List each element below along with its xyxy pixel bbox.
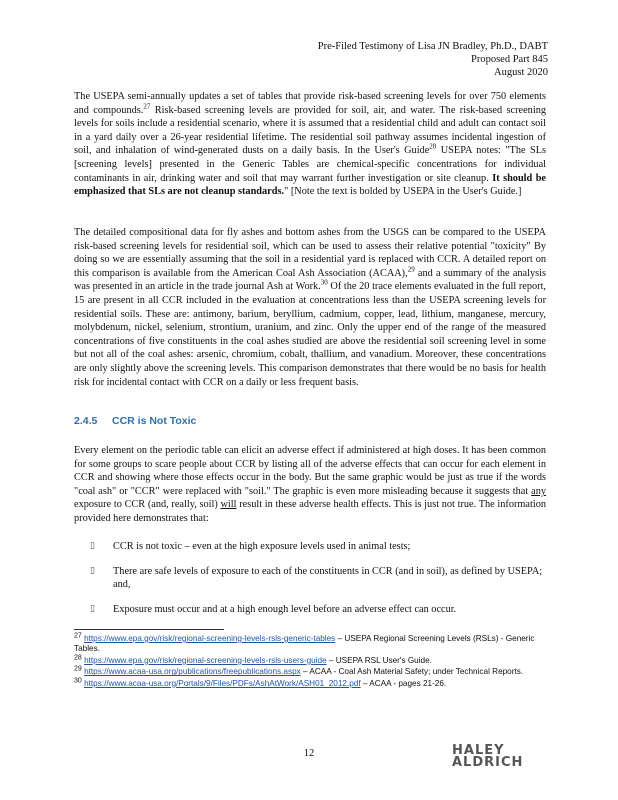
footnote-ref-27[interactable]: 27 xyxy=(143,102,151,111)
footnote: 30 https://www.acaa-usa.org/Portals/9/Files/PDFs/AshAtWork/ASH01_2012.pdf – ACAA - pages 21-26. xyxy=(74,676,447,688)
page-header xyxy=(318,40,548,79)
header-testimony-line: Pre-Filed Testimony of Lisa JN Bradley, Ph.D., DABT xyxy=(317,41,548,52)
footnote-link[interactable]: https://www.epa.gov/risk/regional-screening-levels-rsls-generic-tables xyxy=(84,634,336,643)
paragraph-periodic-table: Every element on the periodic table can elicit an adverse effect if administered at high doses. It has been common for some groups to scare people about CCR by listing all of the adverse effects that can occur for each element in CCR and showing where those effects occur in the body. But the same graphic would be just as true if the words "coal ash" or "CCR" were replaced with "soil." The graphic is even more misleading because it suggests that any exposure to CCR (and, really, soil) will result in these adverse health effects. This is just not true. The information provided here demonstrates that: xyxy=(74,445,547,524)
bold-emphasis: It should be emphasized that SLs are not cleanup standards. xyxy=(74,172,546,198)
list-item: ▯ CCR is not toxic – even at the high exposure levels used in animal tests; xyxy=(90,541,411,552)
list-item: ▯ There are safe levels of exposure to each of the constituents in CCR (and in soil), as defined by USEPA; and, xyxy=(90,565,543,591)
paragraph-screening-levels: The USEPA semi-annually updates a set of tables that provide risk-based screening levels for over 750 elements and compounds.$^{27}$ Risk-based screening levels are provided for soil, air, and water. The risk-based screening levels for soils include a residential scenario, where it is assumed that a residential child and adult can contact soil in a yard daily over a 26-year residential lifetime. The residential soil pathway assumes incidental ingestion of soil, and inhalation of wind-generated dusts on a daily basis. In the User's Guide$^{28}$ USEPA notes: "The SLs [screening levels] presented in the Generic Tables are chemical-specific concentrations for individual contaminants in air, drinking water and soil that may warrant further investigation or site cleanup. It should be emphasized that SLs are not cleanup standards." [Note the text is bolded by USEPA in the User's Guide.] xyxy=(74,91,547,198)
footnote: 28 https://www.epa.gov/risk/regional-screening-levels-rsls-users-guide – USEPA RSL User's Guide. xyxy=(74,654,432,665)
footnote: 27 https://www.epa.gov/risk/regional-screening-levels-rsls-generic-tables – USEPA Regional Screening Levels (RSLs) - Generic Tables. xyxy=(74,632,535,654)
footnote-ref-29[interactable]: 29 xyxy=(407,265,415,274)
header-date-line: August 2020 xyxy=(494,67,548,78)
footnote-divider xyxy=(74,629,224,630)
footnote-link[interactable]: https://www.acaa-usa.org/publications/freepublications.aspx xyxy=(84,667,301,677)
section-title: CCR is Not Toxic xyxy=(112,415,197,427)
footnote-link[interactable]: https://www.acaa-usa.org/Portals/9/Files/PDFs/AshAtWork/ASH01_2012.pdf xyxy=(84,678,361,688)
footnotes xyxy=(74,634,546,690)
section-heading xyxy=(74,415,546,429)
footnote-ref-28[interactable]: 28 xyxy=(429,142,437,151)
bullet-glyph-icon: ▯ xyxy=(90,565,95,576)
haley-aldrich-logo: HALEY ALDRICH xyxy=(452,743,524,770)
footnote: 29 https://www.acaa-usa.org/publications/freepublications.aspx – ACAA - Coal Ash Material Safety; under Technical Reports. xyxy=(74,665,524,677)
paragraph-compositional-data: The detailed compositional data for fly ashes and bottom ashes from the USGS can be compared to the USEPA risk-based screening levels for residential soil, which can be used to assess their relative potential "toxicity" By doing so we are essentially assuming that the soil in a residential yard is replaced with CCR. A detailed report on this comparison is available from the American Coal Ash Association (ACAA),$^{29}$ and a summary of the analysis was presented in an article in the trade journal Ash at Work.$^{30}$ Of the 20 trace elements evaluated in the full report, 15 are present in all CCR included in the evaluation at concentrations less than the USEPA screening levels for residential soils. These are: antimony, barium, beryllium, cadmium, copper, lead, lithium, manganese, mercury, molybdenum, nickel, selenium, strontium, uranium, and zinc. Only the upper end of the range of the measured concentrations of five constituents in the coal ashes studied are above the residential soil screening level in some but not all of the coal ashes: arsenic, chromium, cobalt, thallium, and vanadium. Moreover, these concentrations are only slightly above the screening levels. This comparison demonstrates that there would be no basis for health risk for incidental contact with CCR on a daily or less frequent basis. xyxy=(74,227,547,388)
section-number: 2.4.5 xyxy=(74,415,98,427)
bullet-list xyxy=(90,540,545,627)
footnote-link[interactable]: https://www.epa.gov/risk/regional-screening-levels-rsls-users-guide xyxy=(84,655,327,665)
bullet-glyph-icon: ▯ xyxy=(90,541,95,551)
page-number: 12 xyxy=(303,748,315,759)
list-item: ▯ Exposure must occur and at a high enough level before an adverse effect can occur. xyxy=(90,603,457,615)
footnote-ref-30[interactable]: 30 xyxy=(320,278,328,287)
bullet-glyph-icon: ▯ xyxy=(90,603,95,614)
header-part-line: Proposed Part 845 xyxy=(471,54,548,65)
